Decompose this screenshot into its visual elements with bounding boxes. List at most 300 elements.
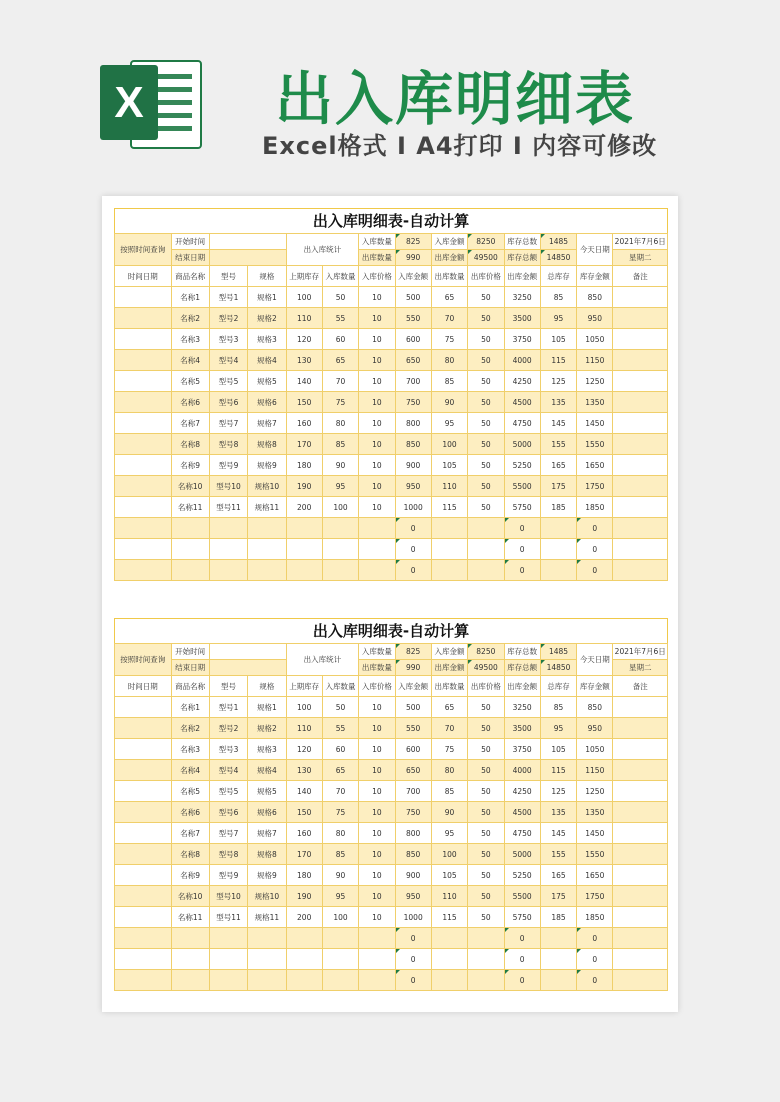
table-cell[interactable] [115,539,172,560]
table-cell[interactable]: 规格10 [248,886,286,907]
in-qty-label[interactable]: 入库数量 [359,234,395,250]
end-date-label[interactable]: 结束日期 [171,660,209,676]
table-cell[interactable] [115,844,172,865]
table-cell[interactable]: 185 [540,497,576,518]
table-cell[interactable]: 75 [322,392,358,413]
table-cell[interactable] [613,350,668,371]
table-cell[interactable]: 4000 [504,760,540,781]
table-cell[interactable]: 规格1 [248,697,286,718]
table-cell[interactable]: 50 [322,697,358,718]
table-cell[interactable]: 50 [468,718,504,739]
table-cell[interactable]: 10 [359,802,395,823]
table-cell[interactable]: 80 [431,350,467,371]
table-cell[interactable] [115,697,172,718]
table-cell[interactable] [248,518,286,539]
table-cell[interactable] [171,949,209,970]
table-cell[interactable]: 110 [286,308,322,329]
in-amount-value[interactable]: 8250 [468,234,504,250]
table-cell[interactable]: 65 [322,760,358,781]
table-cell[interactable]: 4500 [504,802,540,823]
table-cell[interactable]: 500 [395,697,431,718]
table-cell[interactable]: 0 [577,560,613,581]
table-cell[interactable]: 750 [395,392,431,413]
table-cell[interactable] [613,392,668,413]
table-cell[interactable] [359,970,395,991]
table-cell[interactable]: 500 [395,287,431,308]
out-amount-value[interactable]: 49500 [468,660,504,676]
table-cell[interactable]: 85 [322,434,358,455]
table-cell[interactable]: 105 [431,865,467,886]
table-cell[interactable] [613,287,668,308]
table-cell[interactable]: 120 [286,739,322,760]
table-cell[interactable]: 1550 [577,434,613,455]
table-cell[interactable] [115,413,172,434]
table-cell[interactable]: 185 [540,907,576,928]
table-cell[interactable] [322,539,358,560]
table-cell[interactable] [540,970,576,991]
table-cell[interactable] [431,560,467,581]
table-cell[interactable] [248,970,286,991]
table-cell[interactable]: 105 [540,739,576,760]
table-cell[interactable] [540,518,576,539]
table-cell[interactable]: 70 [322,371,358,392]
table-cell[interactable]: 1150 [577,350,613,371]
table-cell[interactable]: 800 [395,413,431,434]
table-cell[interactable]: 85 [540,697,576,718]
table-cell[interactable]: 规格8 [248,844,286,865]
table-cell[interactable]: 型号4 [209,350,247,371]
table-cell[interactable]: 50 [468,434,504,455]
table-cell[interactable] [115,760,172,781]
table-cell[interactable] [613,760,668,781]
table-cell[interactable]: 1050 [577,329,613,350]
table-cell[interactable]: 95 [540,308,576,329]
table-cell[interactable]: 型号10 [209,886,247,907]
table-cell[interactable]: 50 [468,823,504,844]
table-cell[interactable]: 规格6 [248,392,286,413]
table-cell[interactable]: 型号8 [209,844,247,865]
table-cell[interactable]: 型号3 [209,739,247,760]
table-cell[interactable]: 规格4 [248,350,286,371]
table-cell[interactable]: 70 [431,718,467,739]
table-cell[interactable] [613,970,668,991]
today-value[interactable]: 2021年7月6日 [613,234,668,250]
table-cell[interactable]: 1750 [577,476,613,497]
table-cell[interactable]: 规格5 [248,781,286,802]
table-cell[interactable]: 175 [540,476,576,497]
table-cell[interactable] [613,739,668,760]
table-cell[interactable]: 0 [504,928,540,949]
table-cell[interactable]: 10 [359,844,395,865]
table-cell[interactable] [115,497,172,518]
table-cell[interactable]: 120 [286,329,322,350]
table-cell[interactable] [468,949,504,970]
table-cell[interactable]: 110 [286,718,322,739]
table-cell[interactable]: 1250 [577,781,613,802]
table-cell[interactable]: 90 [431,802,467,823]
table-cell[interactable]: 145 [540,413,576,434]
table-cell[interactable]: 50 [468,329,504,350]
table-cell[interactable]: 规格8 [248,434,286,455]
table-cell[interactable]: 100 [322,907,358,928]
table-cell[interactable] [248,539,286,560]
table-cell[interactable] [115,928,172,949]
table-cell[interactable]: 90 [322,865,358,886]
table-cell[interactable]: 140 [286,371,322,392]
table-cell[interactable]: 190 [286,476,322,497]
table-cell[interactable]: 1450 [577,823,613,844]
end-date-input[interactable] [209,250,286,266]
table-cell[interactable]: 1000 [395,907,431,928]
today-label[interactable]: 今天日期 [577,644,613,676]
table-cell[interactable]: 70 [322,781,358,802]
table-cell[interactable]: 85 [431,371,467,392]
table-cell[interactable]: 800 [395,823,431,844]
table-cell[interactable]: 10 [359,434,395,455]
table-cell[interactable] [359,949,395,970]
table-cell[interactable]: 140 [286,781,322,802]
table-cell[interactable] [171,560,209,581]
table-cell[interactable] [209,539,247,560]
table-cell[interactable]: 850 [577,697,613,718]
table-cell[interactable] [431,539,467,560]
table-cell[interactable]: 150 [286,392,322,413]
table-cell[interactable] [468,928,504,949]
table-cell[interactable] [171,970,209,991]
table-cell[interactable]: 名称3 [171,329,209,350]
table-cell[interactable]: 95 [431,413,467,434]
stats-label[interactable]: 出入库统计 [286,644,359,676]
table-cell[interactable]: 950 [577,718,613,739]
table-cell[interactable]: 10 [359,329,395,350]
in-amount-value[interactable]: 8250 [468,644,504,660]
table-cell[interactable]: 60 [322,739,358,760]
table-cell[interactable]: 0 [395,518,431,539]
table-cell[interactable]: 75 [431,739,467,760]
table-cell[interactable]: 100 [286,697,322,718]
table-cell[interactable]: 1250 [577,371,613,392]
table-cell[interactable]: 200 [286,907,322,928]
table-cell[interactable]: 135 [540,802,576,823]
table-cell[interactable]: 10 [359,287,395,308]
table-cell[interactable]: 4750 [504,413,540,434]
table-cell[interactable]: 型号2 [209,308,247,329]
out-amount-label[interactable]: 出库金额 [431,660,467,676]
table-cell[interactable]: 0 [504,970,540,991]
table-cell[interactable]: 750 [395,802,431,823]
table-cell[interactable]: 110 [431,886,467,907]
end-date-label[interactable]: 结束日期 [171,250,209,266]
table-cell[interactable]: 130 [286,760,322,781]
table-cell[interactable]: 65 [431,287,467,308]
table-cell[interactable]: 90 [322,455,358,476]
table-cell[interactable]: 规格9 [248,865,286,886]
table-cell[interactable]: 型号11 [209,907,247,928]
table-cell[interactable]: 型号9 [209,455,247,476]
table-cell[interactable]: 50 [468,455,504,476]
table-cell[interactable]: 4500 [504,392,540,413]
table-cell[interactable]: 10 [359,718,395,739]
table-cell[interactable]: 190 [286,886,322,907]
table-cell[interactable] [115,455,172,476]
table-cell[interactable] [322,928,358,949]
table-cell[interactable] [209,949,247,970]
table-cell[interactable]: 50 [468,865,504,886]
table-cell[interactable]: 5750 [504,907,540,928]
table-cell[interactable]: 700 [395,781,431,802]
table-cell[interactable] [115,718,172,739]
out-qty-value[interactable]: 990 [395,660,431,676]
table-cell[interactable]: 4250 [504,371,540,392]
table-cell[interactable] [613,455,668,476]
table-cell[interactable]: 95 [322,476,358,497]
table-cell[interactable]: 50 [468,413,504,434]
table-cell[interactable] [613,476,668,497]
table-cell[interactable]: 型号11 [209,497,247,518]
table-cell[interactable]: 名称7 [171,413,209,434]
table-cell[interactable] [613,928,668,949]
table-cell[interactable]: 50 [468,476,504,497]
table-cell[interactable]: 80 [322,823,358,844]
table-cell[interactable] [359,518,395,539]
table-cell[interactable]: 10 [359,413,395,434]
table-cell[interactable]: 165 [540,865,576,886]
table-cell[interactable] [613,308,668,329]
in-amount-label[interactable]: 入库金额 [431,644,467,660]
weekday-value[interactable]: 星期二 [613,660,668,676]
stock-amount-label[interactable]: 库存总额 [504,250,540,266]
table-cell[interactable]: 型号5 [209,371,247,392]
table-cell[interactable]: 180 [286,865,322,886]
table-cell[interactable] [613,329,668,350]
table-cell[interactable]: 名称8 [171,844,209,865]
table-cell[interactable]: 10 [359,697,395,718]
table-cell[interactable]: 10 [359,781,395,802]
table-cell[interactable]: 1650 [577,455,613,476]
table-cell[interactable] [115,802,172,823]
table-cell[interactable]: 55 [322,718,358,739]
table-cell[interactable]: 165 [540,455,576,476]
table-cell[interactable]: 规格3 [248,329,286,350]
table-cell[interactable]: 50 [468,802,504,823]
start-time-label[interactable]: 开始时间 [171,234,209,250]
table-cell[interactable]: 900 [395,455,431,476]
in-qty-value[interactable]: 825 [395,234,431,250]
table-cell[interactable]: 1050 [577,739,613,760]
table-cell[interactable]: 60 [322,329,358,350]
table-cell[interactable]: 名称9 [171,865,209,886]
table-cell[interactable]: 型号8 [209,434,247,455]
table-cell[interactable]: 名称8 [171,434,209,455]
table-cell[interactable]: 700 [395,371,431,392]
table-cell[interactable]: 1450 [577,413,613,434]
table-cell[interactable]: 型号10 [209,476,247,497]
table-cell[interactable]: 130 [286,350,322,371]
out-qty-label[interactable]: 出库数量 [359,250,395,266]
table-cell[interactable] [613,949,668,970]
table-cell[interactable]: 名称2 [171,718,209,739]
table-cell[interactable]: 125 [540,781,576,802]
table-cell[interactable] [115,949,172,970]
table-cell[interactable] [613,718,668,739]
table-cell[interactable]: 4000 [504,350,540,371]
table-cell[interactable]: 0 [504,539,540,560]
table-cell[interactable]: 0 [504,560,540,581]
table-cell[interactable]: 170 [286,844,322,865]
table-cell[interactable]: 名称2 [171,308,209,329]
table-cell[interactable] [613,886,668,907]
table-cell[interactable]: 10 [359,739,395,760]
table-cell[interactable]: 50 [468,308,504,329]
table-cell[interactable]: 105 [540,329,576,350]
table-cell[interactable] [613,413,668,434]
table-cell[interactable]: 0 [395,928,431,949]
table-cell[interactable]: 900 [395,865,431,886]
stock-amount-label[interactable]: 库存总额 [504,660,540,676]
table-cell[interactable] [613,907,668,928]
table-cell[interactable]: 名称10 [171,886,209,907]
table-cell[interactable] [322,949,358,970]
table-cell[interactable]: 5250 [504,455,540,476]
table-cell[interactable] [322,970,358,991]
table-cell[interactable]: 规格11 [248,497,286,518]
table-cell[interactable] [286,970,322,991]
table-cell[interactable] [115,287,172,308]
table-cell[interactable] [115,518,172,539]
table-cell[interactable]: 规格10 [248,476,286,497]
table-cell[interactable]: 100 [286,287,322,308]
table-cell[interactable]: 950 [577,308,613,329]
table-cell[interactable]: 200 [286,497,322,518]
table-cell[interactable]: 95 [322,886,358,907]
table-cell[interactable]: 180 [286,455,322,476]
table-cell[interactable] [613,865,668,886]
table-cell[interactable]: 1850 [577,907,613,928]
table-cell[interactable] [431,928,467,949]
table-cell[interactable]: 名称4 [171,350,209,371]
table-cell[interactable]: 50 [468,371,504,392]
table-cell[interactable]: 95 [431,823,467,844]
table-cell[interactable]: 5000 [504,434,540,455]
stock-total-label[interactable]: 库存总数 [504,234,540,250]
table-cell[interactable] [468,970,504,991]
table-cell[interactable]: 10 [359,823,395,844]
start-time-input[interactable] [209,644,286,660]
stock-amount-value[interactable]: 14850 [540,250,576,266]
table-cell[interactable] [115,308,172,329]
table-cell[interactable]: 50 [468,907,504,928]
table-cell[interactable]: 名称6 [171,802,209,823]
table-cell[interactable]: 105 [431,455,467,476]
table-cell[interactable]: 50 [468,781,504,802]
table-cell[interactable]: 1000 [395,497,431,518]
table-cell[interactable]: 3750 [504,739,540,760]
out-amount-label[interactable]: 出库金额 [431,250,467,266]
table-cell[interactable] [540,928,576,949]
table-cell[interactable] [115,823,172,844]
table-cell[interactable]: 600 [395,739,431,760]
table-cell[interactable]: 10 [359,392,395,413]
table-cell[interactable] [171,928,209,949]
table-cell[interactable] [431,949,467,970]
table-cell[interactable]: 名称11 [171,907,209,928]
table-cell[interactable]: 50 [322,287,358,308]
table-cell[interactable] [209,518,247,539]
table-cell[interactable]: 100 [322,497,358,518]
table-cell[interactable] [468,560,504,581]
table-cell[interactable]: 50 [468,844,504,865]
table-cell[interactable]: 名称4 [171,760,209,781]
table-cell[interactable]: 0 [395,949,431,970]
query-label[interactable]: 按照时间查询 [115,644,172,676]
table-cell[interactable] [431,970,467,991]
table-cell[interactable]: 4750 [504,823,540,844]
table-cell[interactable]: 型号9 [209,865,247,886]
table-cell[interactable]: 0 [504,949,540,970]
table-cell[interactable] [248,928,286,949]
table-cell[interactable]: 0 [504,518,540,539]
table-cell[interactable] [613,781,668,802]
table-cell[interactable]: 规格5 [248,371,286,392]
table-cell[interactable] [248,949,286,970]
table-cell[interactable]: 110 [431,476,467,497]
table-cell[interactable]: 1350 [577,802,613,823]
table-cell[interactable] [613,539,668,560]
table-cell[interactable]: 规格2 [248,718,286,739]
table-cell[interactable]: 1150 [577,760,613,781]
table-cell[interactable]: 名称1 [171,697,209,718]
table-cell[interactable] [359,539,395,560]
table-cell[interactable]: 名称10 [171,476,209,497]
table-cell[interactable]: 型号3 [209,329,247,350]
table-cell[interactable]: 50 [468,697,504,718]
table-cell[interactable]: 0 [395,970,431,991]
table-cell[interactable]: 65 [322,350,358,371]
table-cell[interactable]: 155 [540,434,576,455]
table-cell[interactable]: 10 [359,760,395,781]
stock-total-label[interactable]: 库存总数 [504,644,540,660]
table-cell[interactable]: 50 [468,350,504,371]
table-cell[interactable]: 125 [540,371,576,392]
table-cell[interactable]: 名称7 [171,823,209,844]
table-cell[interactable] [171,539,209,560]
table-cell[interactable]: 1350 [577,392,613,413]
table-cell[interactable]: 0 [395,560,431,581]
table-cell[interactable]: 规格7 [248,823,286,844]
table-cell[interactable] [286,539,322,560]
table-cell[interactable]: 50 [468,739,504,760]
table-cell[interactable] [115,781,172,802]
table-cell[interactable]: 10 [359,350,395,371]
table-cell[interactable] [540,560,576,581]
table-cell[interactable] [613,802,668,823]
table-cell[interactable]: 规格7 [248,413,286,434]
table-cell[interactable] [613,823,668,844]
table-cell[interactable] [115,476,172,497]
table-cell[interactable]: 1850 [577,497,613,518]
table-cell[interactable]: 850 [577,287,613,308]
table-cell[interactable]: 规格11 [248,907,286,928]
table-cell[interactable]: 75 [431,329,467,350]
table-cell[interactable]: 名称9 [171,455,209,476]
table-cell[interactable]: 规格3 [248,739,286,760]
table-cell[interactable]: 65 [431,697,467,718]
table-cell[interactable] [359,928,395,949]
table-cell[interactable] [468,518,504,539]
table-cell[interactable]: 3500 [504,308,540,329]
table-cell[interactable]: 3250 [504,697,540,718]
today-value[interactable]: 2021年7月6日 [613,644,668,660]
